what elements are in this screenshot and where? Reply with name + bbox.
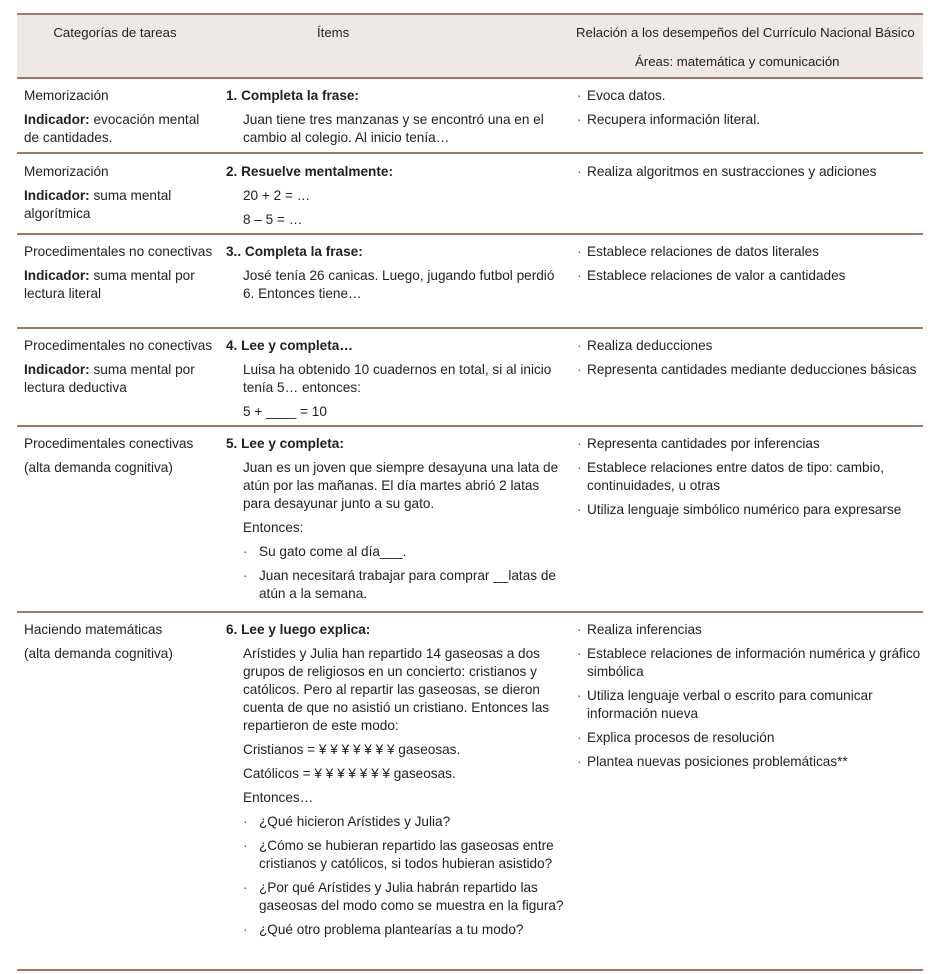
item-title: 4. Lee y completa… (226, 338, 353, 353)
item-bullet: · ¿Qué otro problema plantearías a tu modo? (243, 922, 524, 937)
category-label: Memorización (24, 88, 109, 103)
performance-item: · Realiza inferencias (577, 622, 702, 637)
item-title: 1. Completa la frase: (226, 88, 359, 103)
performance-item: · Utiliza lenguaje verbal o escrito para comunicar información nueva (577, 688, 873, 721)
performance-item: · Establece relaciones de datos literales (577, 244, 819, 259)
item-bullet: · Su gato come al día___. (243, 544, 407, 559)
table-row (17, 329, 923, 427)
performance-item: · Representa cantidades por inferencias (577, 436, 820, 451)
table-row (17, 427, 923, 613)
indicator: Indicador: suma mental por lectura deductiva (24, 362, 195, 395)
category-label: Procedimentales conectivas (24, 436, 194, 451)
performance-item: · Explica procesos de resolución (577, 730, 775, 745)
table-row (17, 235, 923, 329)
item-bullet: · Juan necesitará trabajar para comprar __latas de atún a la semana. (243, 568, 556, 601)
item-text: Juan es un joven que siempre desayuna una lata de atún por las mañanas. El día martes abrió 2 latas para desayunar junto a su gato. (243, 460, 559, 511)
performances-cell (577, 87, 922, 135)
performance-item: · Establece relaciones entre datos de tipo: cambio, continuidades, u otras (577, 460, 884, 493)
performances-cell (577, 337, 922, 385)
performance-item: · Realiza algoritmos en sustracciones y adiciones (577, 164, 877, 179)
performance-item: · Establece relaciones de información numérica y gráfico simbólica (577, 646, 921, 679)
item-text: 8 – 5 = … (243, 212, 303, 227)
item-text: Entonces… (243, 790, 314, 805)
performances-cell (577, 621, 922, 777)
item-text: José tenía 26 canicas. Luego, jugando futbol perdió 6. Entonces tiene… (243, 268, 555, 301)
performance-item: · Realiza deducciones (577, 338, 713, 353)
item-bullet: · ¿Qué hicieron Arístides y Julia? (243, 814, 451, 829)
category-label: Haciendo matemáticas (24, 622, 163, 637)
item-text: Arístides y Julia han repartido 14 gaseosas a dos grupos de religiosos en un concierto: cristianos y católicos. Pero al repartir las gaseosas, se dieron cuenta de que no asistió un cristiano. Entonces las repartieron de este modo: (243, 646, 550, 733)
item-cell (226, 163, 566, 235)
item-text: Entonces: (243, 520, 304, 535)
item-cell (226, 621, 566, 945)
item-text: Juan tiene tres manzanas y se encontró una en el cambio al colegio. Al inicio tenía… (243, 112, 544, 145)
performances-cell (577, 243, 922, 291)
item-distribution-cristianos: Cristianos = ¥ ¥ ¥ ¥ ¥ ¥ ¥ gaseosas. (243, 742, 461, 757)
performances-cell (577, 163, 922, 187)
table-header (17, 13, 923, 79)
performance-item: · Establece relaciones de valor a cantidades (577, 268, 846, 283)
table-row (17, 613, 923, 971)
item-text: 20 + 2 = … (243, 188, 311, 203)
item-cell (226, 337, 566, 427)
header-items: Ítems (317, 25, 350, 40)
performance-item: · Representa cantidades mediante deducciones básicas (577, 362, 917, 377)
subcategory-label: (alta demanda cognitiva) (24, 460, 173, 475)
item-equation: 5 + ____ = 10 (243, 404, 327, 419)
table-row (17, 79, 923, 154)
subcategory-label: (alta demanda cognitiva) (24, 646, 173, 661)
item-title: 2. Resuelve mentalmente: (226, 164, 393, 179)
item-bullet: · ¿Cómo se hubieran repartido las gaseosas entre cristianos y católicos, si todos hubieran asistido? (243, 838, 554, 871)
header-categories: Categorías de tareas (53, 25, 177, 40)
performance-item: · Evoca datos. (577, 88, 666, 103)
category-label: Memorización (24, 164, 109, 179)
category-cell (24, 243, 216, 303)
indicator: Indicador: suma mental algorítmica (24, 188, 172, 221)
indicator: Indicador: suma mental por lectura literal (24, 268, 195, 301)
item-title: 5. Lee y completa: (226, 436, 344, 451)
category-cell (24, 337, 216, 397)
item-cell (226, 243, 566, 309)
item-cell (226, 87, 566, 153)
item-text: Luisa ha obtenido 10 cuadernos en total, si al inicio tenía 5… entonces: (243, 362, 552, 395)
task-categories-table (17, 13, 923, 971)
category-cell (24, 435, 216, 483)
item-cell (226, 435, 566, 609)
header-areas: Áreas: matemática y comunicación (635, 54, 840, 69)
item-distribution-catolicos: Católicos = ¥ ¥ ¥ ¥ ¥ ¥ ¥ gaseosas. (243, 766, 456, 781)
item-title: 3.. Completa la frase: (226, 244, 363, 259)
performance-item: · Utiliza lenguaje simbólico numérico para expresarse (577, 502, 902, 517)
performance-item: · Recupera información literal. (577, 112, 761, 127)
category-label: Procedimentales no conectivas (24, 244, 213, 259)
category-cell (24, 621, 216, 669)
category-label: Procedimentales no conectivas (24, 338, 213, 353)
header-performances: Relación a los desempeños del Currículo Nacional Básico (576, 25, 915, 40)
table-row (17, 154, 923, 235)
item-bullet: · ¿Por qué Arístides y Julia habrán repartido las gaseosas del modo como se muestra en la figura? (243, 880, 564, 913)
category-cell (24, 87, 216, 147)
indicator: Indicador: evocación mental de cantidades. (24, 112, 200, 145)
performance-item: · Plantea nuevas posiciones problemáticas** (577, 754, 848, 769)
category-cell (24, 163, 216, 223)
item-title: 6. Lee y luego explica: (226, 622, 371, 637)
performances-cell (577, 435, 922, 525)
